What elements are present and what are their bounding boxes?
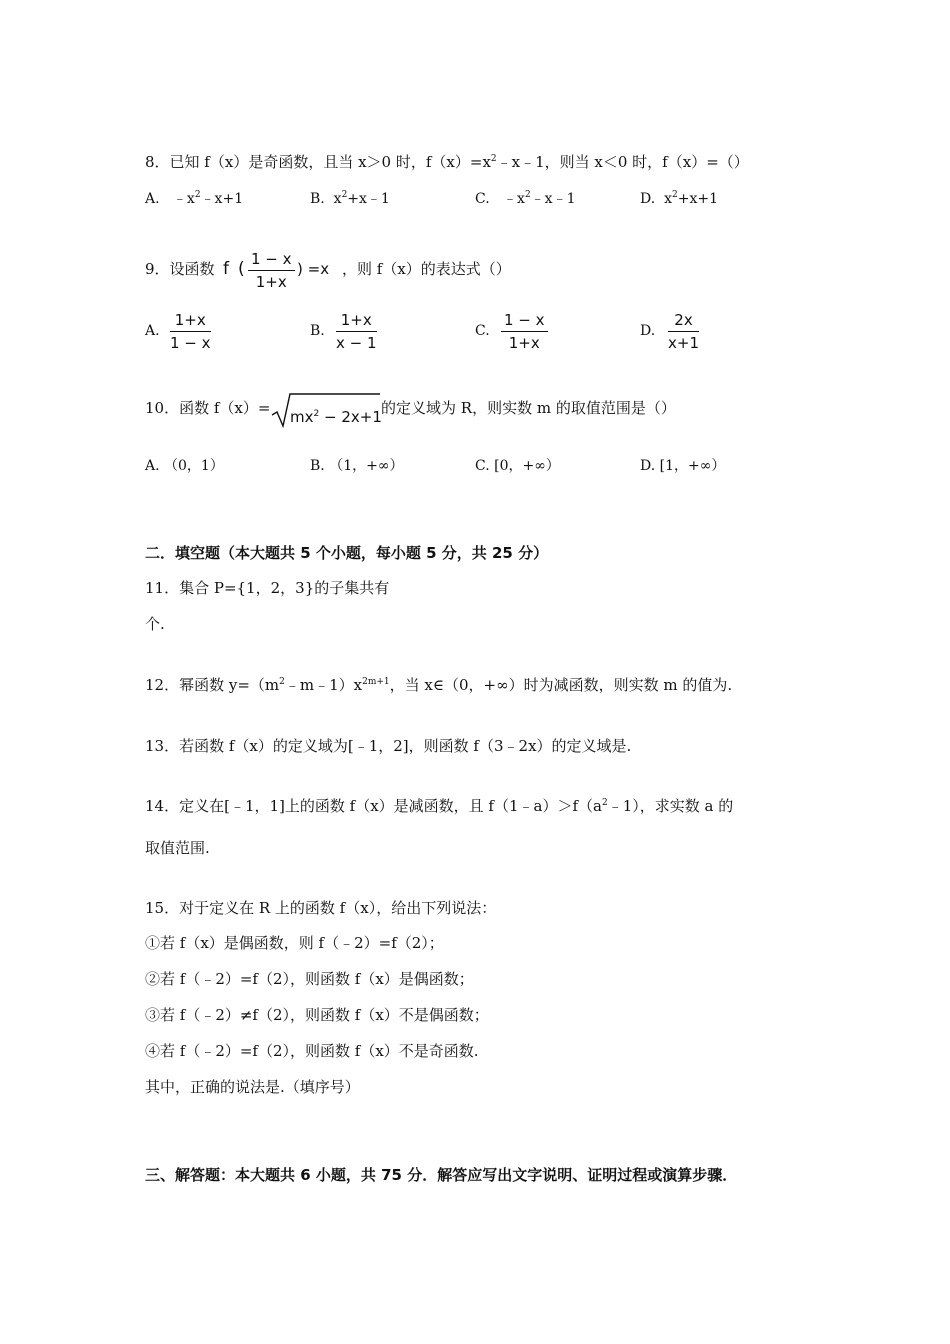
q13: 13．若函数 f（x）的定义域为[﹣1，2]，则函数 f（3﹣2x）的定义域是. bbox=[145, 737, 632, 755]
q10-option-a: A. （0，1） bbox=[145, 458, 224, 474]
q10-stem-suffix: 的定义域为 R，则实数 m 的取值范围是（） bbox=[381, 399, 676, 417]
q9-option-b-denominator: x − 1 bbox=[336, 334, 377, 352]
q9-option-c-denominator: 1+x bbox=[508, 334, 540, 352]
q9-option-c-label: C. bbox=[475, 323, 490, 339]
q11-line1: 11．集合 P={1，2，3}的子集共有 bbox=[145, 579, 390, 597]
q15-stem: 15．对于定义在 R 上的函数 f（x），给出下列说法： bbox=[145, 899, 497, 917]
q15-statement-2: ②若 f（﹣2）=f（2），则函数 f（x）是偶函数； bbox=[145, 970, 474, 988]
q8-stem: 8．已知 f（x）是奇函数，且当 x＞0 时，$f(x)=x^2﹣x﹣1$，则当 x＜0 时，f（x）=（） bbox=[145, 153, 749, 171]
q9-f: f bbox=[223, 259, 229, 279]
q8-option-b: B. $x^2+x﹣1$ bbox=[310, 190, 390, 207]
q9-option-a-label: A. bbox=[145, 323, 160, 339]
q14-line2: 取值范围. bbox=[145, 839, 210, 857]
q9-option-a-fraction bbox=[170, 311, 211, 352]
q15-statement-1: ①若 f（x）是偶函数，则 f（﹣2）=f（2）； bbox=[145, 934, 444, 952]
q12: 12．幂函数 $y=(m^2﹣m﹣1)x^{2m+1}$，当 x∈（0，+∞）时为减函数，则实数 m 的值为. bbox=[145, 676, 733, 694]
section2-title: 二．填空题（本大题共 5 个小题，每小题 5 分，共 25 分） bbox=[145, 544, 549, 562]
q9-lparen: ( bbox=[238, 259, 245, 279]
q9-option-d-fraction bbox=[668, 311, 699, 352]
q15-statement-4: ④若 f（﹣2）=f（2），则函数 f（x）不是奇函数. bbox=[145, 1042, 479, 1060]
q9-option-a-numerator: 1+x bbox=[170, 311, 211, 332]
q8-option-c: C. $﹣x^2﹣x﹣1$ bbox=[475, 190, 576, 207]
q10-stem-prefix: 10．函数 f（x）= bbox=[145, 399, 271, 417]
q10-option-d: D. [1，+∞） bbox=[640, 458, 726, 474]
q9-option-c-numerator: 1 − x bbox=[501, 311, 548, 332]
section3-title: 三、解答题：本大题共 6 小题，共 75 分．解答应写出文字说明、证明过程或演算步骤． bbox=[145, 1166, 738, 1184]
q9-option-c-fraction bbox=[501, 311, 548, 352]
q9-option-d-numerator: 2x bbox=[668, 311, 699, 332]
q8-option-d: D. $x^2+x+1$ bbox=[640, 190, 718, 207]
q10-radicand: $mx^2 - 2x+1$ bbox=[290, 408, 382, 426]
q10-option-c: C. [0，+∞） bbox=[475, 458, 560, 474]
q9-option-a-denominator: 1 − x bbox=[170, 334, 211, 352]
q9-option-b-numerator: 1+x bbox=[336, 311, 377, 332]
q9-stem-numerator: 1 − x bbox=[248, 250, 295, 271]
q8-option-a: A. $﹣x^2﹣x+1$ bbox=[145, 190, 244, 207]
q9-option-b-fraction bbox=[336, 311, 377, 352]
q9-option-d-denominator: x+1 bbox=[668, 334, 699, 352]
q9-option-d-label: D. bbox=[640, 323, 656, 339]
q9-stem-fraction bbox=[248, 250, 295, 291]
q9-rparen-eq: ) =x bbox=[297, 260, 330, 278]
q9-stem-prefix: 9．设函数 bbox=[145, 260, 215, 278]
q9-stem-denominator: 1+x bbox=[255, 273, 287, 291]
q9-stem-suffix: ，则 f（x）的表达式（） bbox=[342, 260, 511, 278]
q14-line1: 14．定义在[﹣1，1]上的函数 f（x）是减函数，且 $f(1﹣a)>f(a^2﹣1)$，求实数 a 的 bbox=[145, 797, 734, 815]
q15-tail: 其中，正确的说法是.（填序号） bbox=[145, 1078, 360, 1096]
q15-statement-3: ③若 f（﹣2）≠f（2），则函数 f（x）不是偶函数； bbox=[145, 1006, 489, 1024]
q9-option-b-label: B. bbox=[310, 323, 325, 339]
q11-line2: 个. bbox=[145, 615, 165, 633]
q10-option-b: B. （1，+∞） bbox=[310, 458, 404, 474]
